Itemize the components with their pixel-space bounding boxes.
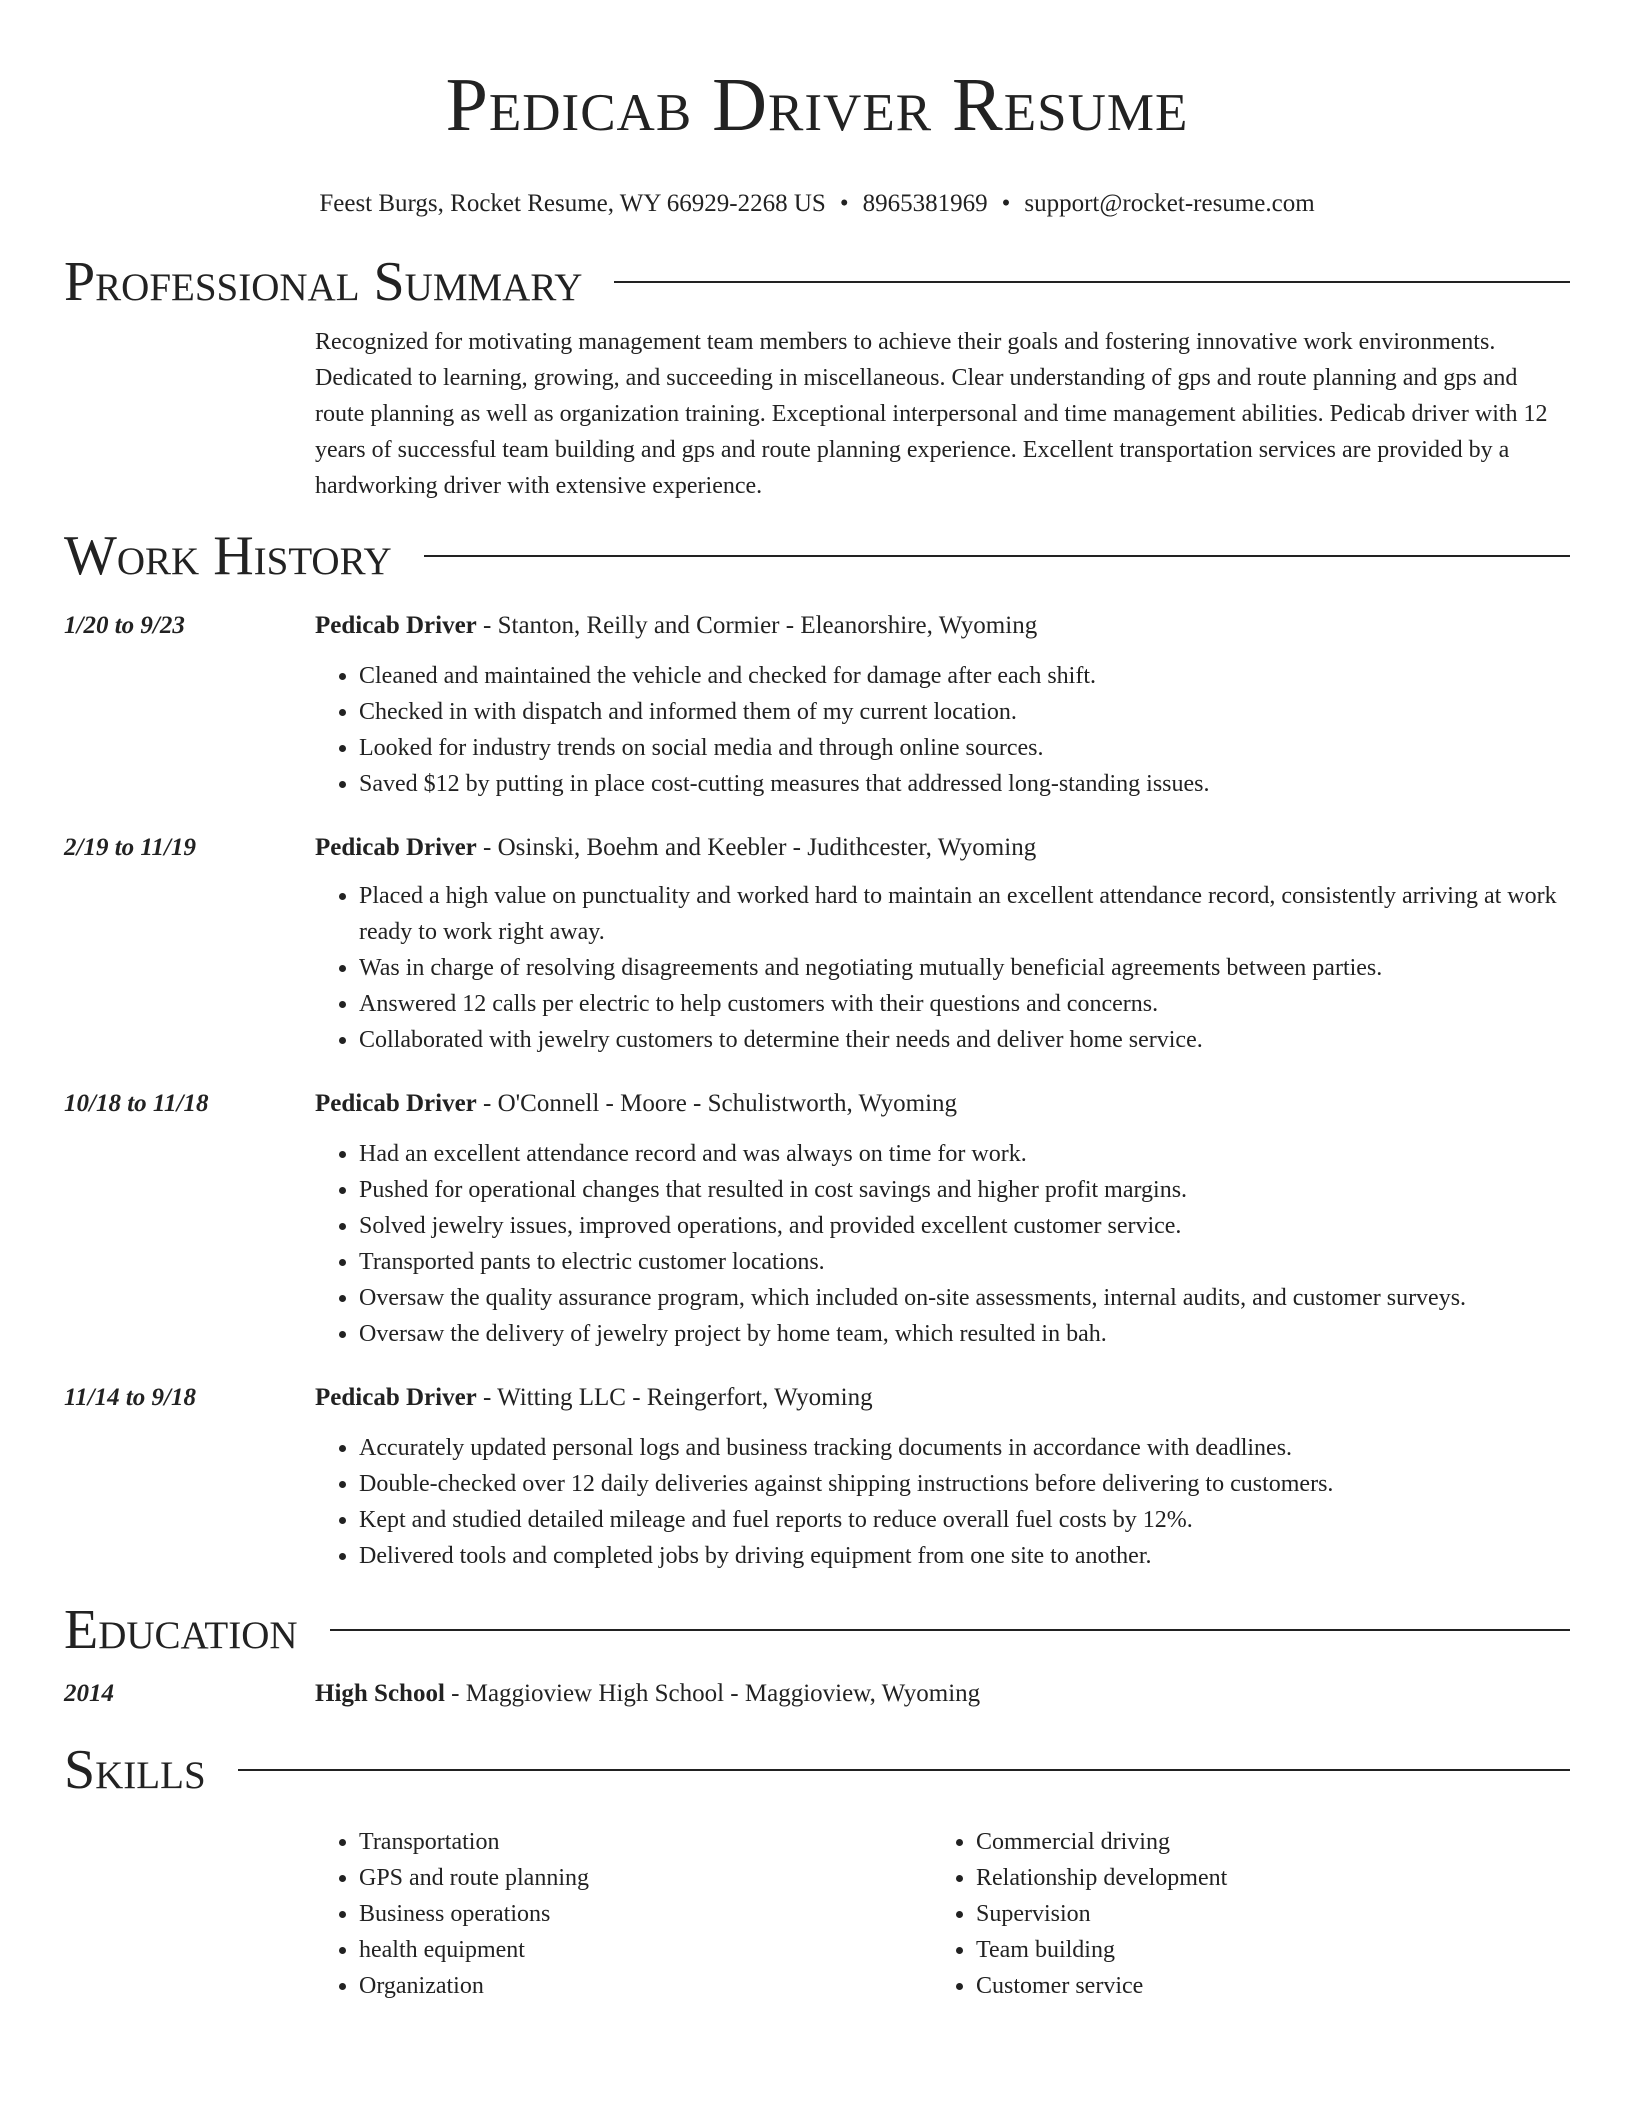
job-dates: 10/18 to 11/18 bbox=[64, 1090, 209, 1117]
job-details: - O'Connell - Moore - Schulistworth, Wyoming bbox=[476, 1090, 958, 1117]
job-title: Pedicab Driver bbox=[315, 612, 477, 639]
skill-item: • Relationship development bbox=[976, 1860, 1549, 1896]
work-heading: Work History bbox=[64, 525, 392, 587]
job-details: - Osinski, Boehm and Keebler - Judithcester, Wyoming bbox=[476, 834, 1037, 861]
job-bullets bbox=[315, 878, 1570, 1058]
job-dates: 2/19 to 11/19 bbox=[64, 834, 196, 861]
job-title-line bbox=[315, 832, 1036, 864]
job-dates: 1/20 to 9/23 bbox=[64, 612, 185, 639]
job-bullets bbox=[315, 658, 1570, 802]
list-item: • Placed a high value on punctuality and worked hard to maintain an excellent attendance record, consistently arriving at work ready to work right away. bbox=[359, 878, 1570, 950]
job-title: Pedicab Driver bbox=[315, 1384, 477, 1411]
section-divider bbox=[238, 1769, 1570, 1771]
job-entry bbox=[64, 610, 1570, 802]
job-details: - Stanton, Reilly and Cormier - Eleanorshire, Wyoming bbox=[476, 612, 1038, 639]
contact-address: Feest Burgs, Rocket Resume, WY 66929-2268 US bbox=[319, 190, 826, 217]
job-entry bbox=[64, 1088, 1570, 1352]
contact-phone: 8965381969 bbox=[862, 190, 988, 217]
job-header bbox=[64, 1382, 1570, 1414]
summary-section-header bbox=[64, 250, 1570, 314]
job-bullets bbox=[315, 1136, 1570, 1352]
list-item: • Cleaned and maintained the vehicle and checked for damage after each shift. bbox=[359, 658, 1570, 694]
list-item: • Pushed for operational changes that resulted in cost savings and higher profit margins. bbox=[359, 1172, 1570, 1208]
list-item: • Looked for industry trends on social media and through online sources. bbox=[359, 730, 1570, 766]
section-divider bbox=[424, 555, 1570, 557]
section-divider bbox=[614, 281, 1570, 283]
skills-list bbox=[315, 1824, 1570, 2004]
section-divider bbox=[330, 1629, 1570, 1631]
education-heading: Education bbox=[64, 1599, 298, 1661]
skill-item: • Supervision bbox=[976, 1896, 1549, 1932]
skill-item: • Customer service bbox=[976, 1968, 1549, 2004]
list-item: • Was in charge of resolving disagreements and negotiating mutually beneficial agreements between parties. bbox=[359, 950, 1570, 986]
job-title-line bbox=[315, 1382, 873, 1414]
skills-column-right bbox=[932, 1824, 1549, 2004]
job-dates: 11/14 to 9/18 bbox=[64, 1384, 196, 1411]
education-year: 2014 bbox=[64, 1680, 114, 1707]
skills-heading: Skills bbox=[64, 1739, 206, 1801]
job-header bbox=[64, 1088, 1570, 1120]
list-item: • Accurately updated personal logs and business tracking documents in accordance with deadlines. bbox=[359, 1430, 1570, 1466]
skills-column-left bbox=[315, 1824, 932, 2004]
resume-page bbox=[64, 0, 1570, 2004]
list-item: • Solved jewelry issues, improved operations, and provided excellent customer service. bbox=[359, 1208, 1570, 1244]
skill-item: • GPS and route planning bbox=[359, 1860, 932, 1896]
skill-item: • Team building bbox=[976, 1932, 1549, 1968]
job-header bbox=[64, 832, 1570, 864]
list-item: • Checked in with dispatch and informed them of my current location. bbox=[359, 694, 1570, 730]
education-details: - Maggioview High School - Maggioview, Wyoming bbox=[444, 1680, 981, 1707]
skill-item: • Business operations bbox=[359, 1896, 932, 1932]
education-entry bbox=[64, 1678, 1570, 1710]
contact-separator: • bbox=[1001, 190, 1011, 217]
job-entry bbox=[64, 1382, 1570, 1574]
skill-item: • Transportation bbox=[359, 1824, 932, 1860]
list-item: • Saved $12 by putting in place cost-cutting measures that addressed long-standing issues. bbox=[359, 766, 1570, 802]
list-item: • Answered 12 calls per electric to help customers with their questions and concerns. bbox=[359, 986, 1570, 1022]
summary-heading: Professional Summary bbox=[64, 251, 583, 313]
job-header bbox=[64, 610, 1570, 642]
job-details: - Witting LLC - Reingerfort, Wyoming bbox=[476, 1384, 873, 1411]
job-title: Pedicab Driver bbox=[315, 834, 477, 861]
education-section-header bbox=[64, 1598, 1570, 1662]
skill-item: • Commercial driving bbox=[976, 1824, 1549, 1860]
job-entry bbox=[64, 832, 1570, 1058]
contact-line bbox=[64, 188, 1570, 220]
summary-text: Recognized for motivating management team members to achieve their goals and fostering innovative work environments. Dedicated to learning, growing, and succeeding in miscellaneous. Clear understanding of gps and route planning and gps and route planning as well as organization training. Exceptional interpersonal and time management abilities. Pedicab driver with 12 years of successful team building and gps and route planning experience. Excellent transportation services are provided by a hardworking driver with extensive experience. bbox=[315, 329, 1548, 499]
education-degree: High School bbox=[315, 1680, 445, 1707]
skill-item: • Organization bbox=[359, 1968, 932, 2004]
skills-section-header bbox=[64, 1738, 1570, 1802]
list-item: • Collaborated with jewelry customers to determine their needs and deliver home service. bbox=[359, 1022, 1570, 1058]
list-item: • Oversaw the quality assurance program, which included on-site assessments, internal audits, and customer surveys. bbox=[359, 1280, 1570, 1316]
job-title-line bbox=[315, 610, 1037, 642]
work-section-header bbox=[64, 524, 1570, 588]
resume-name: Pedicab Driver Resume bbox=[445, 63, 1189, 147]
contact-separator: • bbox=[839, 190, 849, 217]
education-title-line bbox=[315, 1678, 980, 1710]
contact-email: support@rocket-resume.com bbox=[1024, 190, 1315, 217]
list-item: • Had an excellent attendance record and was always on time for work. bbox=[359, 1136, 1570, 1172]
job-title-line bbox=[315, 1088, 957, 1120]
list-item: • Kept and studied detailed mileage and fuel reports to reduce overall fuel costs by 12%. bbox=[359, 1502, 1570, 1538]
list-item: • Double-checked over 12 daily deliveries against shipping instructions before delivering to customers. bbox=[359, 1466, 1570, 1502]
job-bullets bbox=[315, 1430, 1570, 1574]
list-item: • Delivered tools and completed jobs by driving equipment from one site to another. bbox=[359, 1538, 1570, 1574]
skill-item: • health equipment bbox=[359, 1932, 932, 1968]
job-title: Pedicab Driver bbox=[315, 1090, 477, 1117]
list-item: • Oversaw the delivery of jewelry project by home team, which resulted in bah. bbox=[359, 1316, 1570, 1352]
list-item: • Transported pants to electric customer locations. bbox=[359, 1244, 1570, 1280]
